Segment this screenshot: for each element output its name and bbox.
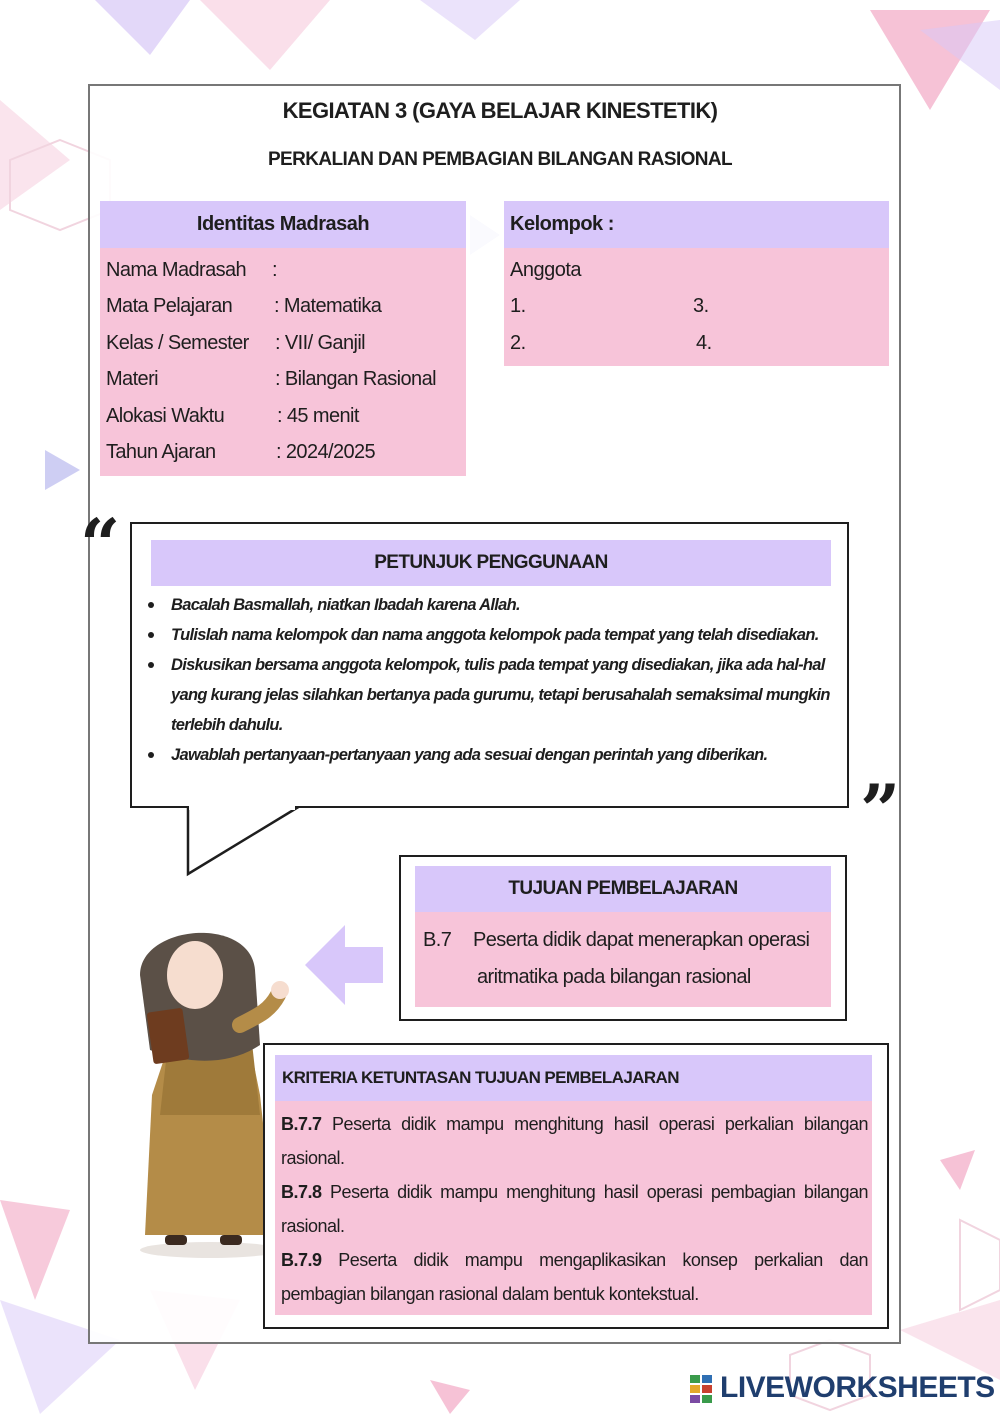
anggota-number: 1.: [510, 295, 526, 317]
kriteria-code: B.7.7: [281, 1114, 322, 1134]
identitas-label: Tahun Ajaran: [106, 441, 216, 463]
identitas-label: Nama Madrasah: [106, 259, 247, 281]
identitas-value: : 2024/2025: [276, 441, 376, 463]
speech-bubble-tail: [180, 804, 310, 879]
kriteria-code: B.7.9: [281, 1250, 322, 1270]
kriteria-heading: KRITERIA KETUNTASAN TUJUAN PEMBELAJARAN: [275, 1055, 872, 1101]
identitas-label: Alokasi Waktu: [106, 405, 225, 427]
kelompok-heading: Kelompok :: [504, 201, 889, 248]
identitas-value: : 45 menit: [277, 405, 359, 427]
kriteria-item: B.7.8 Peserta didik mampu menghitung hasil operasi pembagian bilangan rasional.: [281, 1182, 868, 1236]
anggota-number: 2.: [510, 332, 526, 354]
page-subtitle: PERKALIAN DAN PEMBAGIAN BILANGAN RASIONAL: [267, 149, 733, 170]
kriteria-item: B.7.9 Peserta didik mampu mengaplikasikan konsep perkalian dan pembagian bilangan rasional dalam bentuk kontekstual.: [281, 1250, 868, 1304]
tujuan-content: [415, 912, 831, 1007]
liveworksheets-logo: [690, 1370, 995, 1406]
list-item: Bacalah Basmallah, niatkan Ibadah karena Allah.: [146, 590, 846, 620]
identitas-value: : Bilangan Rasional: [275, 368, 436, 390]
close-quote-mark: ”: [860, 769, 901, 852]
tujuan-heading: TUJUAN PEMBELAJARAN: [415, 866, 831, 912]
identitas-label: Kelas / Semester: [106, 332, 249, 354]
list-item: Diskusikan bersama anggota kelompok, tulis pada tempat yang disediakan, jika ada hal-hal yang kurang jelas silahkan bertanya pada gurumu, tetapi berusahalah semaksimal mungkin terlebih dahulu.: [146, 650, 846, 740]
anggota-label: Anggota: [510, 259, 582, 281]
identitas-label: Mata Pelajaran: [106, 295, 233, 317]
arrow-left-icon: [305, 925, 385, 1005]
identitas-label: Materi: [106, 368, 158, 390]
kriteria-content: [275, 1101, 872, 1315]
list-item: Jawablah pertanyaan-pertanyaan yang ada sesuai dengan perintah yang diberikan.: [146, 740, 846, 770]
identitas-value: : Matematika: [274, 295, 382, 317]
open-quote-mark: “: [80, 503, 121, 586]
kelompok-table: [504, 248, 889, 366]
liveworksheets-logo-text: LIVEWORKSHEETS: [720, 1371, 995, 1404]
list-item: Tulislah nama kelompok dan nama anggota kelompok pada tempat yang telah disediakan.: [146, 620, 846, 650]
anggota-number: 3.: [693, 295, 709, 317]
tujuan-text-line: aritmatika pada bilangan rasional: [477, 966, 751, 988]
identitas-heading: Identitas Madrasah: [100, 201, 466, 248]
identitas-value: : VII/ Ganjil: [275, 332, 366, 354]
speech-bubble-gap: [180, 804, 310, 814]
liveworksheets-logo-icon: [690, 1373, 714, 1403]
petunjuk-list: [146, 590, 846, 770]
identitas-table: [100, 248, 466, 476]
kriteria-item: B.7.7 Peserta didik mampu menghitung hasil operasi perkalian bilangan rasional.: [281, 1114, 868, 1168]
kriteria-code: B.7.8: [281, 1182, 322, 1202]
tujuan-code: B.7: [423, 929, 452, 951]
page-title: KEGIATAN 3 (GAYA BELAJAR KINESTETIK): [282, 98, 718, 123]
identitas-value: :: [272, 259, 277, 281]
petunjuk-heading: PETUNJUK PENGGUNAAN: [151, 540, 831, 586]
tujuan-text-line: Peserta didik dapat menerapkan operasi: [473, 929, 810, 951]
anggota-number: 4.: [696, 332, 712, 354]
